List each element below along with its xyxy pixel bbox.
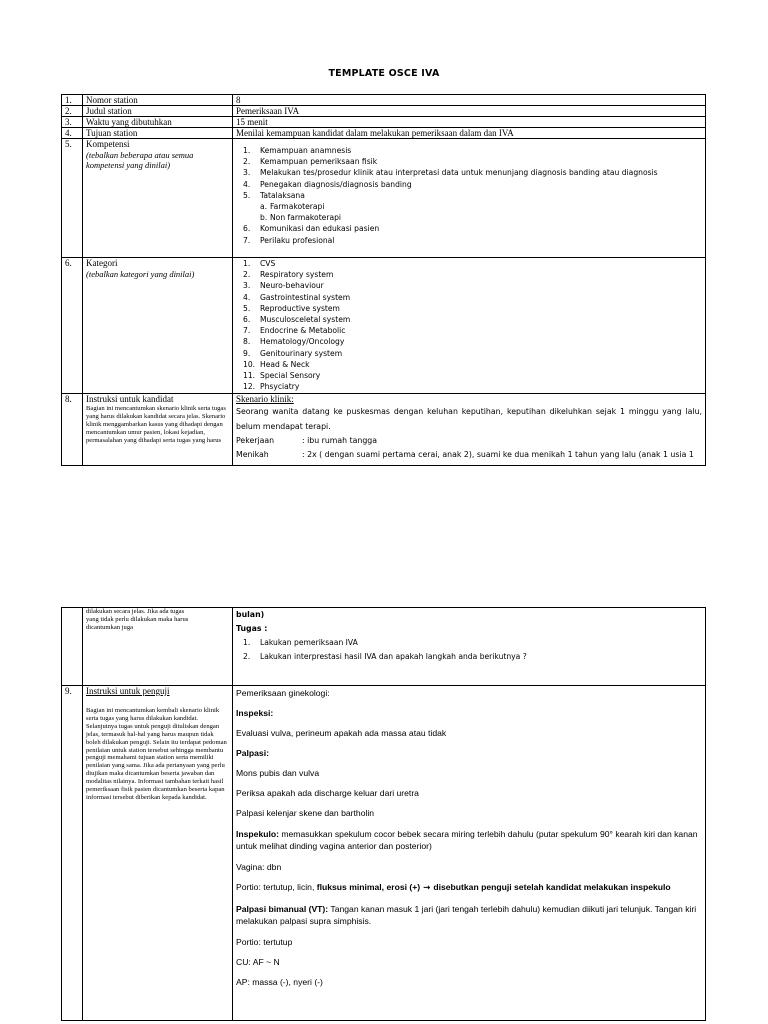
tasks-cell [233, 608, 706, 686]
list-item: 4. Gastrointestinal system [243, 292, 351, 302]
page-title: TEMPLATE OSCE IVA [328, 68, 440, 79]
inspeculo-text [236, 828, 702, 852]
list-item: 1. Lakukan pemeriksaan IVA [243, 638, 358, 647]
job-value: : ibu rumah tangga [302, 436, 378, 445]
inspection-label: Inspeksi: [236, 708, 274, 718]
row-number: 5. [62, 139, 83, 258]
portio-note: disebutkan penguji setelah kandidat melakukan inspekulo [433, 882, 671, 892]
row-number-empty [62, 608, 83, 686]
candidate-instruction-cell [83, 394, 233, 466]
row-number: 8. [62, 394, 83, 466]
list-item: 10. Head & Neck [243, 359, 310, 369]
category-list [236, 258, 702, 392]
table-row [62, 394, 706, 466]
palpation-label: Palpasi: [236, 748, 269, 758]
competency-label-cell [83, 139, 233, 258]
tasks-list [236, 636, 702, 664]
list-item: 11. Special Sensory [243, 371, 321, 381]
bimanual-label: Palpasi bimanual (VT): [236, 904, 329, 914]
examiner-content-cell [233, 686, 706, 1021]
table-row [62, 128, 706, 139]
list-item: 12. Phsyciatry [243, 382, 300, 392]
row-number: 4. [62, 128, 83, 139]
table-row [62, 95, 706, 106]
competency-list [236, 145, 702, 246]
category-list-cell [233, 258, 706, 394]
list-item: 6. Komunikasi dan edukasi pasien [243, 224, 380, 234]
cu-text: CU: AF ~ N [236, 957, 280, 967]
marriage-value: : 2x ( dengan suami pertama cerai, anak 2), suami ke dua menikah 1 tahun yang lalu (anak 1 usia 1 [302, 450, 694, 459]
list-item: 1. CVS [243, 259, 276, 268]
palpation-text-1: Mons pubis dan vulva [236, 768, 320, 778]
marriage-label: Menikah [236, 450, 269, 459]
list-subitem: a. Farmakoterapi [260, 202, 325, 212]
table-row [62, 106, 706, 117]
arrow-icon: → [420, 883, 434, 893]
list-item: 9. Genitourinary system [243, 348, 343, 358]
list-item: 2. Lakukan interprestasi hasil IVA dan apakah langkah anda berikutnya ? [243, 652, 527, 661]
portio-prefix: Portio: tertutup, licin, [236, 882, 317, 892]
inspection-text: Evaluasi vulva, perineum apakah ada massa atau tidak [236, 728, 447, 738]
osce-table-page2 [61, 607, 706, 1021]
bimanual-text [236, 903, 702, 927]
row-label: Nomor station [83, 95, 233, 106]
row-number: 6. [62, 258, 83, 394]
vagina-text: Vagina: dbn [236, 862, 282, 872]
candidate-instruction-cont-cell [83, 608, 233, 686]
ap-text: AP: massa (-), nyeri (-) [236, 977, 323, 987]
row-label: Instruksi untuk kandidat [86, 394, 174, 404]
row-label: Tujuan station [83, 128, 233, 139]
competency-list-cell [233, 139, 706, 258]
list-item: 5. Tatalaksana [243, 190, 305, 200]
row-value: Pemeriksaan IVA [233, 106, 706, 117]
row-note: (tebalkan kategori yang dinilai) [86, 269, 195, 279]
portio-bold: fluksus minimal, erosi (+) [316, 882, 421, 892]
inspeculo-body: memasukkan spekulum cocor bebek secara miring terlebih dahulu (putar spekulum 90° kearah kiri dan kanan untuk melihat dinding vagina anterior dan posterior) [236, 829, 698, 851]
scenario-label: Skenario klinik: [236, 394, 294, 404]
row-number: 9. [62, 686, 83, 1021]
scenario-cell [233, 394, 706, 466]
list-item: 1. Kemampuan anamnesis [243, 146, 352, 155]
row-label: Waktu yang dibutuhkan [83, 117, 233, 128]
scenario-continuation: bulan) [236, 610, 265, 619]
row-number: 1. [62, 95, 83, 106]
row-number: 3. [62, 117, 83, 128]
list-item: 7. Endocrine & Metabolic [243, 326, 346, 336]
table-row [62, 608, 706, 686]
exam-heading: Pemeriksaan ginekologi: [236, 688, 330, 698]
category-label-cell [83, 258, 233, 394]
row-number: 2. [62, 106, 83, 117]
portio-text [236, 882, 702, 893]
row-value: 15 menit [233, 117, 706, 128]
tasks-label: Tugas : [236, 624, 268, 633]
row-description: Bagian ini mencantumkan kembali skenario klinik serta tugas yang harus dilakukan kandidat. Selanjutnya tugas untuk penguji dituliskan dengan jelas, termasuk hal-hal yang harus maupun tidak boleh dilakukan penguji. Selain itu terdapat pedoman penilaian untuk station tersebut sehingga membantu penguji memahami tujuan station serta memiliki penilaian yang sama. Jika ada pertanyaan yang perlu diujikan maka dicantumkan beserta jawaban dan modalitas nilainya. Informasi tambahan terkait hasil pemeriksaan fisik pasien dicantumkan beserta kapan informasi tersebut diberikan kepada kandidat. [86, 707, 227, 801]
list-item: 4. Penegakan diagnosis/diagnosis banding [243, 179, 412, 189]
bimanual-body: Tangan kanan masuk 1 jari (jari tengah terlebih dahulu) kemudian diikuti jari telunjuk. Tangan kiri melakukan palpasi supra simphisis. [236, 904, 697, 926]
examiner-instruction-cell [83, 686, 233, 1021]
table-row [62, 686, 706, 1021]
row-label: Kompetensi [86, 139, 130, 149]
list-item: 2. Respiratory system [243, 270, 334, 280]
scenario-job [236, 434, 702, 448]
row-note: (tebalkan beberapa atau semua kompetensi yang dinilai) [86, 150, 194, 170]
palpation-text-2: Periksa apakah ada discharge keluar dari uretra [236, 788, 419, 798]
row-label: Kategori [86, 258, 118, 268]
list-item: 3. Neuro-behaviour [243, 281, 324, 291]
scenario-text: Seorang wanita datang ke puskesmas dengan keluhan keputihan, keputihan dikeluhkan sejak 1 minggu yang lalu, belum mendapat terapi. [236, 407, 702, 431]
list-item: 7. Perilaku profesional [243, 235, 335, 245]
inspeculo-label: Inspekulo: [236, 829, 279, 839]
row-description: dilakukan secara jelas. Jika ada tugas yang tidak perlu dilakukan maka harus dicantumkan juga [86, 608, 189, 631]
row-description: Bagian ini mencantumkan skenario klinik serta tugas yang harus dilakukan kandidat secara jelas. Skenario klinik menggambarkan kasus yang dihadapi dengan mencantumkan umur pasien, lokasi kejadian, permasalahan yang dihadapi serta tugas yang harus [86, 405, 226, 444]
palpation-text-3: Palpasi kelenjar skene dan bartholin [236, 808, 375, 818]
table-row [62, 258, 706, 394]
list-item: 6. Musculosceletal system [243, 315, 351, 325]
row-value: Menilai kemampuan kandidat dalam melakukan pemeriksaan dalam dan IVA [233, 128, 706, 139]
list-item: 3. Melakukan tes/prosedur klinik atau interpretasi data untuk menunjang diagnosis banding atau diagnosis [243, 168, 658, 178]
table-row [62, 117, 706, 128]
table-row [62, 139, 706, 258]
row-label: Instruksi untuk penguji [86, 686, 170, 696]
job-label: Pekerjaan [236, 436, 275, 445]
portio-closed-text: Portio: tertutup [236, 937, 293, 947]
list-item: 8. Hematology/Oncology [243, 337, 345, 347]
list-item: 2. Kemampuan pemeriksaan fisik [243, 157, 378, 167]
osce-table-page1 [61, 94, 706, 466]
row-label: Judul station [83, 106, 233, 117]
list-item: 5. Reproductive system [243, 303, 340, 313]
list-subitem: b. Non farmakoterapi [260, 213, 342, 223]
scenario-marriage [236, 448, 702, 460]
row-value: 8 [233, 95, 706, 106]
